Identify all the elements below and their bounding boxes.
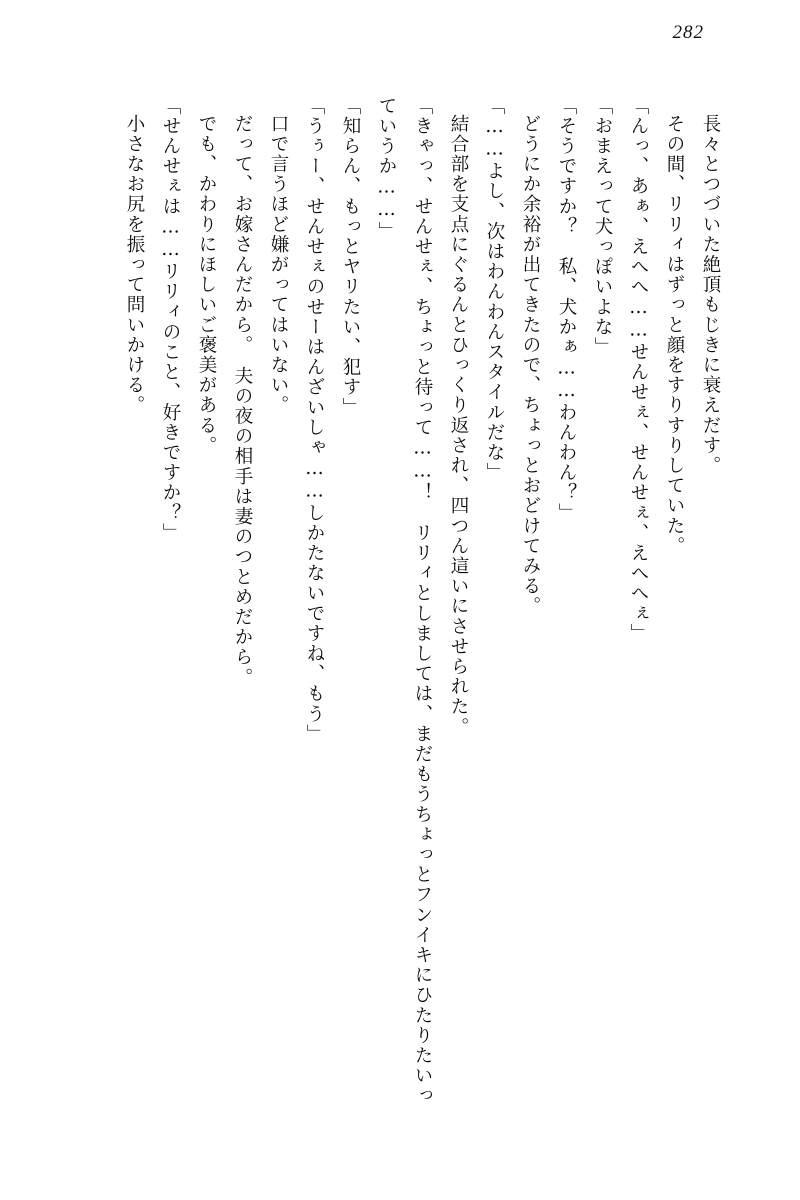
paragraph: 「んっ、あぁ、えへへ……せんせぇ、せんせぇ、えへへぇ」 (628, 96, 649, 644)
page-text-body (56, 96, 728, 1116)
paragraph: だって、お嫁さんだから。 夫の夜の相手は妻のつとめだから。 (232, 114, 253, 688)
paragraph: 「知らん、もっとヤリたい、犯す」 (340, 96, 361, 418)
paragraph: その間、リリィはずっと顔をすりすりしていた。 (664, 114, 685, 557)
paragraph: 「うぅー、せんせぇのせーはんざいしゃ……しかたないですね、もう」 (304, 96, 325, 745)
paragraph: 「おまえって犬っぽいよな」 (592, 96, 613, 358)
paragraph: 「……よし、次はわんわんスタイルだな」 (484, 96, 505, 483)
paragraph: 「そうですか？ 私、犬かぁ……わんわん？」 (556, 96, 577, 524)
paragraph: でも、かわりにほしいご褒美がある。 (196, 114, 217, 456)
paragraph: 「きゃっ、せんせぇ、ちょっと待って……！ リリィとしましては、まだもうちょっとフンイキにひたりたいっていうか……」 (376, 96, 433, 1106)
paragraph: 長々とつづいた絶頂もじきに衰えだす。 (700, 114, 721, 476)
page-number: 282 (672, 22, 704, 43)
paragraph: 小さなお尻を振って問いかける。 (124, 114, 145, 416)
paragraph: 口で言うほど嫌がってはいない。 (268, 114, 289, 416)
paragraph: 「せんせぇは……リリィのこと、好きですか？」 (160, 96, 181, 544)
paragraph: 結合部を支点にぐるんとひっくり返され、四つん這いにさせられた。 (448, 114, 469, 738)
paragraph: どうにか余裕が出てきたので、ちょっとおどけてみる。 (520, 114, 541, 617)
